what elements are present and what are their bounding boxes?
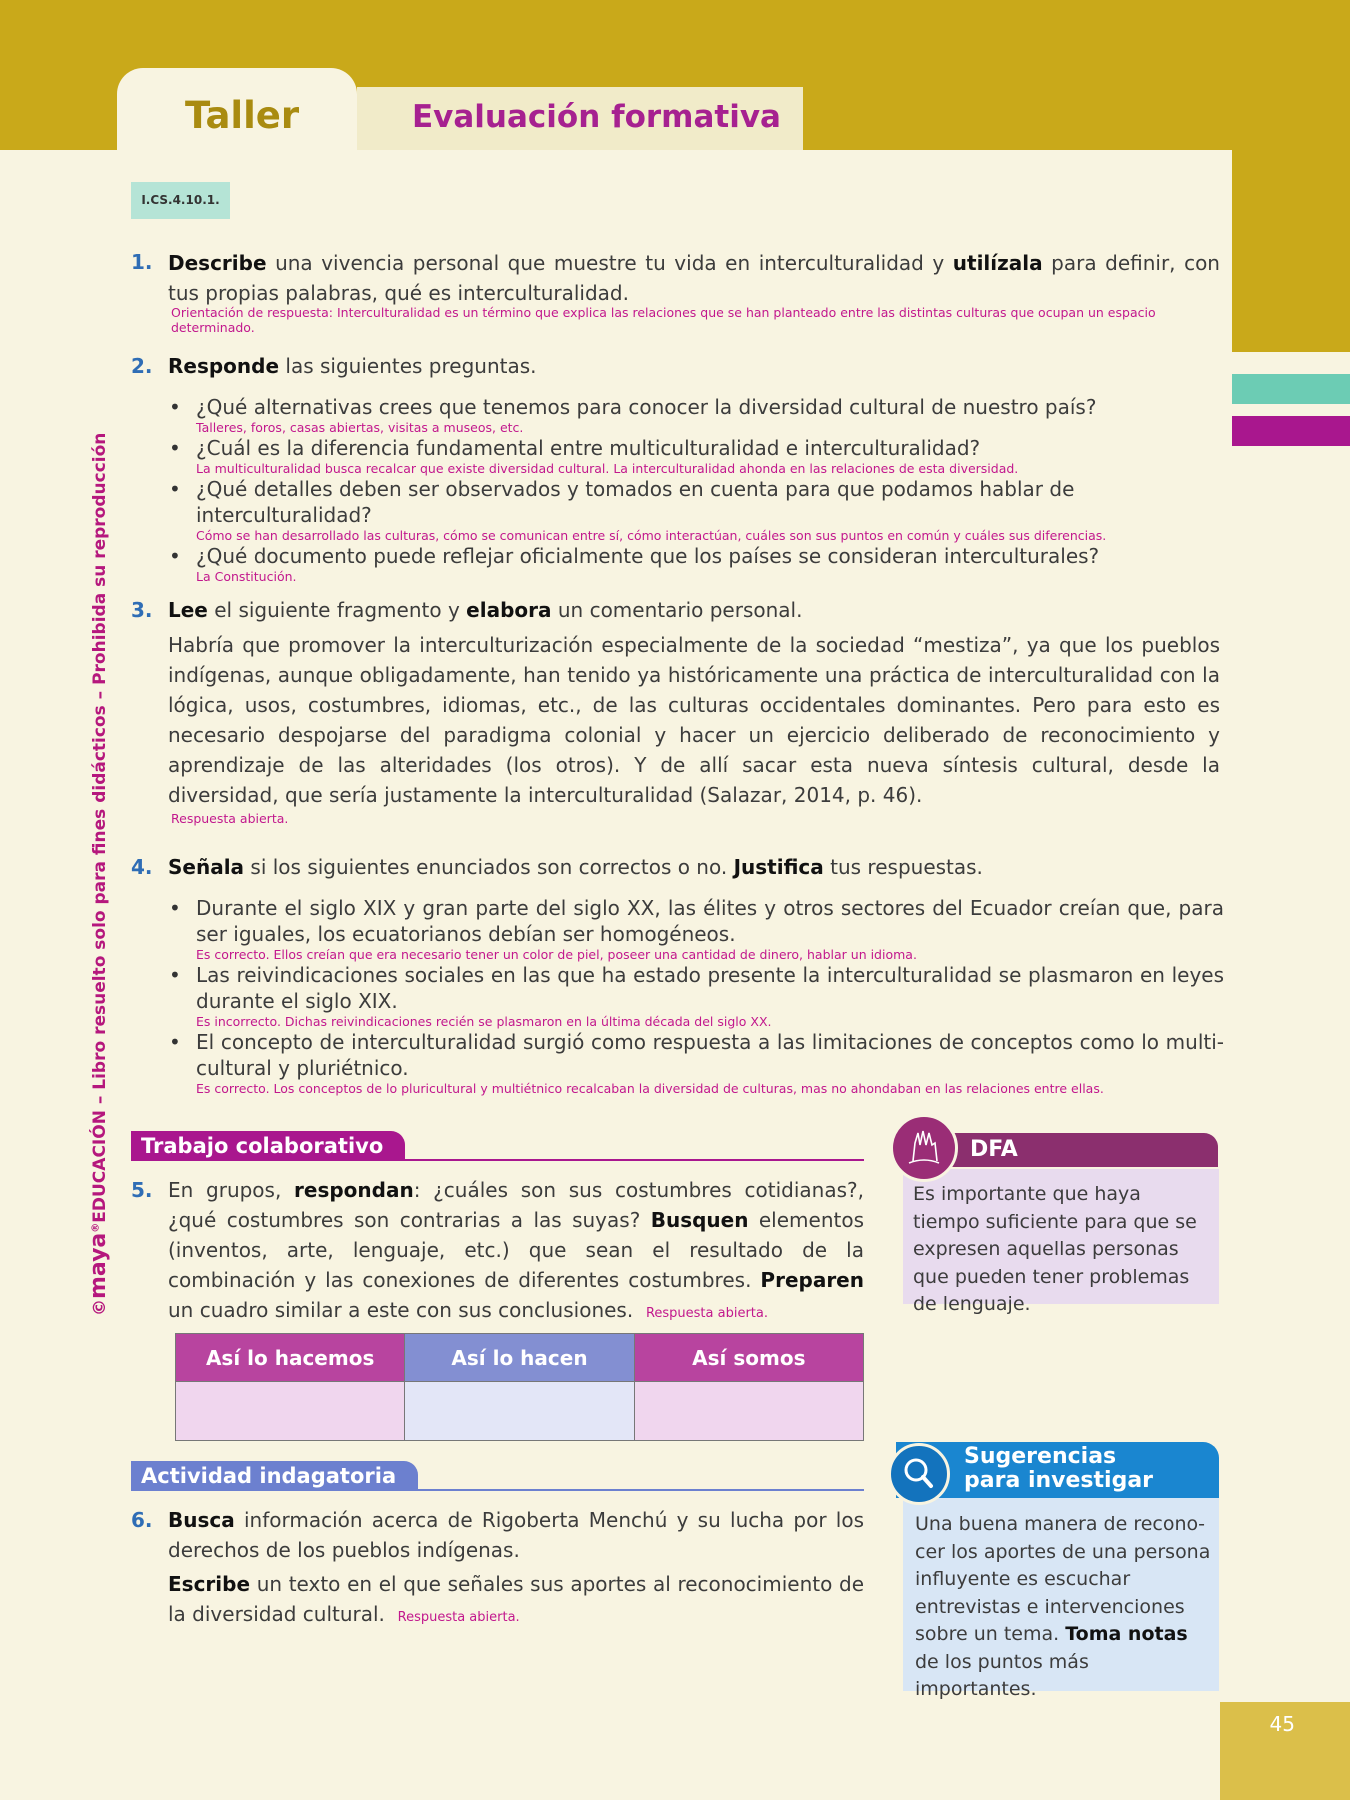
copyright-side-text xyxy=(86,432,111,1316)
q4-item-statement: El concepto de interculturalidad surgió como respuesta a las limitaciones de conceptos como lo multicultural y pluriétnico. xyxy=(196,1030,1224,1080)
conclusions-table xyxy=(175,1333,864,1441)
q3-text-2: un comentario personal. xyxy=(551,598,803,622)
sugerencias-text-2: de los puntos más importantes. xyxy=(915,1650,1089,1700)
q5-answer: Respuesta abierta. xyxy=(645,1306,768,1321)
q5-number: 5. xyxy=(131,1178,153,1202)
magenta-marker xyxy=(1232,416,1350,446)
q2-item xyxy=(169,435,1224,476)
table-cell xyxy=(405,1382,634,1441)
q6-verb-1: Busca xyxy=(168,1508,235,1532)
section-actividad-indagatoria xyxy=(131,1461,864,1491)
hands-icon xyxy=(890,1114,958,1182)
section-trabajo-colaborativo-label: Trabajo colaborativo xyxy=(131,1131,405,1161)
q1-text-1: una vivencia personal que muestre tu vida en interculturalidad y xyxy=(266,251,953,275)
page-number: 45 xyxy=(1269,1712,1295,1736)
q2-text xyxy=(168,351,1220,381)
dfa-text: Es importante que haya tiempo suficiente para que se expresen aquellas personas que pueden tener problemas de lenguaje. xyxy=(913,1183,1197,1315)
q3-verb-2: elabora xyxy=(466,598,552,622)
q1-text xyxy=(168,248,1220,308)
q5-verb-3: Preparen xyxy=(760,1268,864,1292)
q4-text-1: si los siguientes enunciados son correctos o no. xyxy=(244,855,734,879)
q4-text-2: tus respuestas. xyxy=(823,855,983,879)
q6-answer: Respuesta abierta. xyxy=(397,1610,520,1625)
q4-verb-1: Señala xyxy=(168,855,245,879)
tab-evaluacion-label: Evaluación formativa xyxy=(412,99,781,135)
section-trabajo-colaborativo xyxy=(131,1131,864,1161)
magnifier-icon xyxy=(888,1443,950,1505)
q5-text-3: un cuadro similar a este con sus conclusiones. xyxy=(168,1298,634,1322)
right-band xyxy=(1232,0,1350,352)
table-cell xyxy=(176,1382,405,1441)
q3-verb-1: Lee xyxy=(168,598,208,622)
q5-text-1: : ¿cuáles son sus costumbres cotidianas?, ¿qué costumbres son contrarias a las suyas? xyxy=(168,1178,864,1232)
q6-text-a xyxy=(168,1505,864,1565)
teal-marker xyxy=(1232,374,1350,404)
q6-text-2: un texto en el que señales sus aportes al reconocimiento de la diversidad cultural. xyxy=(168,1572,864,1626)
q3-text xyxy=(168,595,1220,625)
q5-text xyxy=(168,1175,864,1329)
q2-item-answer: La Constitución. xyxy=(196,569,297,584)
q4-item xyxy=(169,895,1224,962)
q2-item-question: ¿Qué detalles deben ser observados y tomados en cuenta para que podamos hablar de interculturalidad? xyxy=(196,477,1075,527)
sugerencias-title xyxy=(964,1445,1153,1493)
q4-verb-2: Justifica xyxy=(733,855,824,879)
q4-item xyxy=(169,962,1224,1029)
sugerencias-title-1: Sugerencias xyxy=(964,1444,1117,1469)
q2-verb: Responde xyxy=(168,354,280,378)
q4-item-statement: Las reivindicaciones sociales en las que ha estado presente la interculturalidad se plasmaron en leyes durante el siglo XIX. xyxy=(196,963,1224,1013)
q2-item-answer: Cómo se han desarrollado las culturas, cómo se comunican entre sí, cómo interactúan, cuáles son sus puntos en común y cuáles sus diferencias. xyxy=(196,528,1107,543)
section-divider xyxy=(131,1489,864,1491)
q2-number: 2. xyxy=(131,354,153,378)
q4-item xyxy=(169,1029,1224,1096)
q4-text xyxy=(168,852,1220,882)
indicator-code-badge: I.CS.4.10.1. xyxy=(131,182,230,219)
q3-quote: Habría que promover la interculturización especialmente de la sociedad “mestiza”, ya que los pueblos indígenas, aunque obligadamente, han tenido ya históricamente una práctica de interculturalidad con la lógica, usos, costumbres, idiomas, etc., de las culturas occidentales dominantes. Pero para esto es necesario despojarse del paradigma colonial y hacer un ejercicio deliberado de reconocimiento y aprendizaje de las alteridades (los otros). Y de allí sacar esta nueva síntesis cultural, desde la diversidad, que sería justamente la interculturalidad (Salazar, 2014, p. 46). xyxy=(168,633,1220,807)
sugerencias-bold: Toma notas xyxy=(1065,1623,1188,1645)
q4-item-answer: Es correcto. Ellos creían que era necesario tener un color de piel, poseer una cantidad de dinero, hablar un idioma. xyxy=(196,947,917,962)
q2-list xyxy=(169,394,1224,584)
sugerencias-text-1: Una buena manera de reconocer los aportes de una persona influyente es escuchar entrevistas e intervenciones sobre un tema. xyxy=(915,1513,1211,1645)
brand-logo-text: maya xyxy=(86,1232,111,1299)
table-cell xyxy=(634,1382,863,1441)
q1-text-2: para definir, con tus propias palabras, qué es interculturalidad. xyxy=(168,251,1220,305)
section-divider xyxy=(131,1159,864,1161)
q2-item xyxy=(169,543,1224,584)
q2-item xyxy=(169,394,1224,435)
table-header: Así lo hacemos xyxy=(176,1334,405,1382)
q6-number: 6. xyxy=(131,1508,153,1532)
sugerencias-text xyxy=(915,1511,1211,1704)
q6-text-1: información acerca de Rigoberta Menchú y su lucha por los derechos de los pueblos indígenas. xyxy=(168,1508,864,1562)
q5-verb-1: respondan xyxy=(294,1178,414,1202)
q3-number: 3. xyxy=(131,598,153,622)
q2-item-question: ¿Qué alternativas crees que tenemos para conocer la diversidad cultural de nuestro país? xyxy=(196,395,1097,419)
q2-item-answer: Talleres, foros, casas abiertas, visitas a museos, etc. xyxy=(196,420,524,435)
q2-item-question: ¿Qué documento puede reflejar oficialmente que los países se consideran interculturales? xyxy=(196,544,1100,568)
q3-text-1: el siguiente fragmento y xyxy=(207,598,467,622)
q1-verb-2: utilízala xyxy=(952,251,1043,275)
tab-evaluacion xyxy=(357,87,803,150)
copyright-notice: EDUCACIÓN – Libro resuelto solo para fines didácticos – Prohibida su reproducción xyxy=(90,432,110,1223)
q3-answer: Respuesta abierta. xyxy=(171,811,289,826)
q2-text-1: las siguientes preguntas. xyxy=(279,354,537,378)
section-actividad-indagatoria-label: Actividad indagatoria xyxy=(131,1461,418,1491)
q4-item-answer: Es incorrecto. Dichas reivindicaciones recién se plasmaron en la última década del siglo XX. xyxy=(196,1014,772,1029)
q1-verb-1: Describe xyxy=(168,251,267,275)
q2-item-question: ¿Cuál es la diferencia fundamental entre multiculturalidad e interculturalidad? xyxy=(196,436,981,460)
tab-taller xyxy=(117,68,357,150)
q6-text-b xyxy=(168,1569,864,1633)
q6-verb-2: Escribe xyxy=(168,1572,251,1596)
q2-item-answer: La multiculturalidad busca recalcar que existe diversidad cultural. La interculturalidad ahonda en las relaciones de esta diversidad. xyxy=(196,461,1019,476)
q1-number: 1. xyxy=(131,250,153,274)
table-header: Así somos xyxy=(634,1334,863,1382)
q5-text-0: En grupos, xyxy=(168,1178,295,1202)
q5-verb-2: Busquen xyxy=(650,1208,749,1232)
q4-list xyxy=(169,895,1224,1096)
tab-taller-label: Taller xyxy=(185,94,300,137)
sugerencias-title-2: para investigar xyxy=(964,1468,1154,1493)
q5-text-2: elementos (inventos, arte, lenguaje, etc.) que sean el resultado de la combinación y las conexiones de diferentes costumbres. xyxy=(168,1208,865,1292)
q4-item-answer: Es correcto. Los conceptos de lo pluricultural y multiétnico recalcaban la diversidad de culturas, mas no ahondaban en las relaciones entre ellas. xyxy=(196,1081,1104,1096)
q4-item-statement: Durante el siglo XIX y gran parte del siglo XX, las élites y otros sectores del Ecuador creían que, para ser iguales, los ecuatorianos debían ser homogéneos. xyxy=(196,896,1224,946)
q1-answer: Orientación de respuesta: Interculturalidad es un término que explica las relaciones que se han planteado entre las distintas culturas que ocupan un espacio determinado. xyxy=(171,305,1156,335)
dfa-title: DFA xyxy=(970,1137,1018,1162)
table-header: Así lo hacen xyxy=(405,1334,634,1382)
registered-mark: ® xyxy=(90,1222,102,1233)
q4-number: 4. xyxy=(131,855,153,879)
q2-item xyxy=(169,476,1224,543)
copyright-symbol: © xyxy=(90,1299,110,1316)
